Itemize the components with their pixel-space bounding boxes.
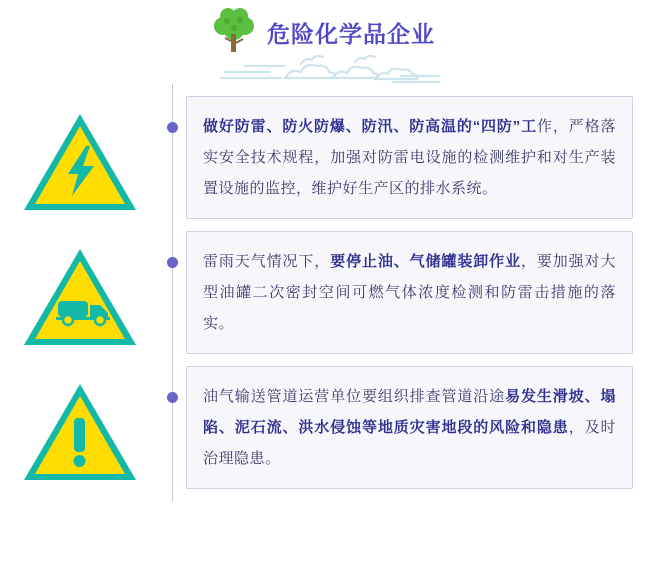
- connector-line: [172, 84, 173, 231]
- page-header: [0, 0, 651, 92]
- card-text-plain: 作，严格落实安全技术规程，加强对防雷电设施的检测维护和对生产装置设施的监控，维护好生产区的排水系统。: [203, 118, 616, 197]
- content-rows: [0, 96, 651, 501]
- row-connector: [160, 366, 186, 489]
- bullet-dot: [167, 257, 178, 268]
- bullet-dot: [167, 122, 178, 133]
- card-text-emphasis: 做好防雷、防火防爆、防汛、防高温的“四防”工: [203, 118, 538, 135]
- info-card: [186, 366, 633, 489]
- card-text-plain: 油气输送管道运营单位要组织排查管道沿途: [203, 388, 506, 405]
- sign-cell: [0, 366, 160, 484]
- content-row: [0, 96, 651, 219]
- card-text: [203, 111, 616, 204]
- card-text-plain: ，要加强对大型油罐二次密封空间可燃气体浓度检测和防雷击措施的落实。: [203, 253, 616, 332]
- content-row: [0, 366, 651, 489]
- cloud-band-icon: [215, 48, 445, 84]
- card-text-emphasis: 易发生滑坡、塌陷、泥石流、洪水侵蚀等地质灾害地段的风险和隐患: [203, 388, 616, 436]
- lightning-warning-sign-icon: [20, 110, 140, 214]
- bullet-dot: [167, 392, 178, 403]
- content-row: [0, 231, 651, 354]
- page-title: 危险化学品企业: [267, 21, 435, 47]
- sign-cell: [0, 96, 160, 214]
- connector-line: [172, 354, 173, 501]
- card-text-plain: 雷雨天气情况下，: [203, 253, 331, 270]
- info-card: [186, 96, 633, 219]
- row-connector: [160, 96, 186, 219]
- info-card: [186, 231, 633, 354]
- card-text-emphasis: 要停止油、气储罐装卸作业: [330, 253, 521, 270]
- card-text: [203, 381, 616, 474]
- exclamation-warning-sign-icon: [20, 380, 140, 484]
- connector-line: [172, 219, 173, 366]
- card-text-plain: ，及时治理隐患。: [203, 419, 616, 467]
- card-text: [203, 246, 616, 339]
- row-connector: [160, 231, 186, 354]
- tanker-truck-warning-sign-icon: [20, 245, 140, 349]
- sign-cell: [0, 231, 160, 349]
